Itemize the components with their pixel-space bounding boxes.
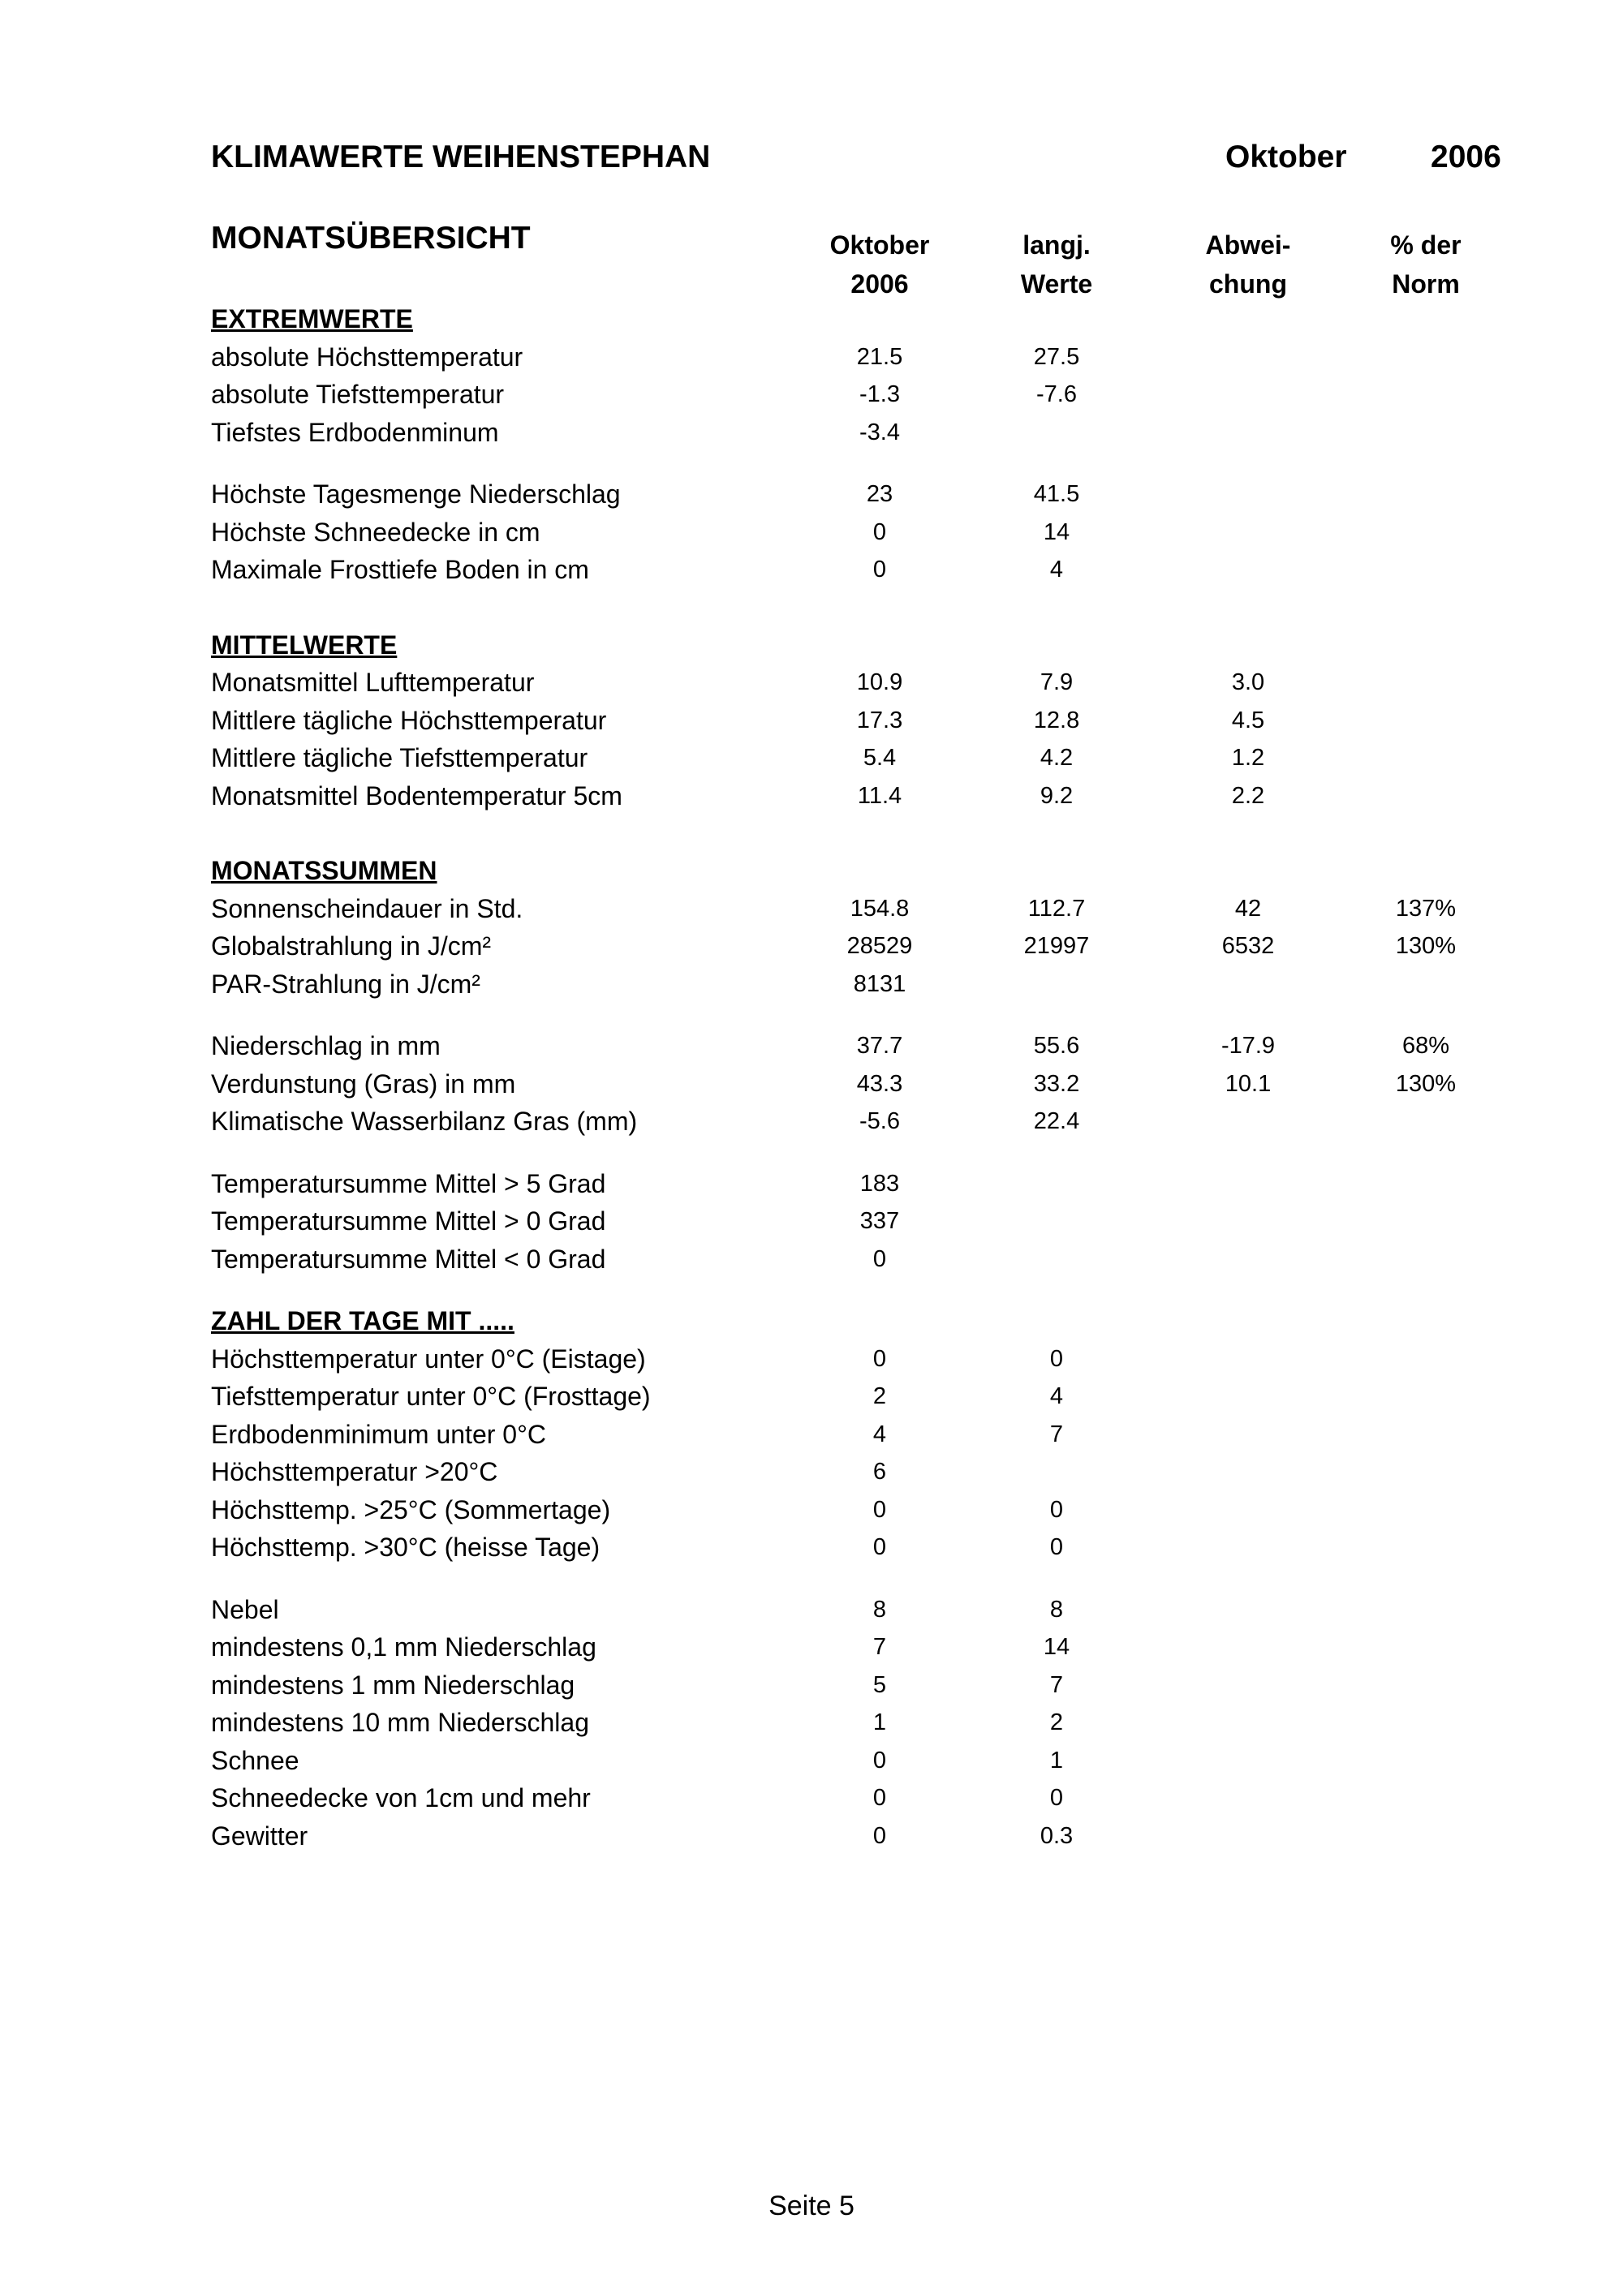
table-row (211, 338, 1509, 376)
row-label: Niederschlag in mm (211, 1031, 441, 1060)
row-label: Schnee (211, 1745, 299, 1775)
value-current: 0 (872, 1747, 887, 1774)
row-label: Maximale Frosttiefe Boden in cm (211, 555, 589, 584)
climate-table (211, 300, 1509, 1855)
row-label: absolute Tiefsttemperatur (211, 380, 505, 409)
value-current: 0 (872, 1345, 887, 1372)
row-label: Temperatursumme Mittel < 0 Grad (211, 1244, 606, 1274)
row-label: Höchsttemperatur >20°C (211, 1457, 498, 1486)
value-current: 21.5 (856, 343, 903, 370)
value-current: 1 (872, 1709, 887, 1735)
value-longterm: 0 (1049, 1785, 1064, 1811)
section-title-tage: ZAHL DER TAGE MIT ..... (211, 1306, 514, 1335)
table-row (211, 1628, 1509, 1666)
value-longterm: 0 (1049, 1534, 1064, 1560)
column-header-longterm (967, 226, 1146, 303)
table-row (211, 1591, 1509, 1629)
table-row (211, 702, 1509, 740)
value-percent-norm: 68% (1401, 1033, 1450, 1059)
value-current: 183 (859, 1170, 900, 1197)
value-current: 337 (859, 1208, 900, 1234)
table-row (211, 1529, 1509, 1567)
row-label: Temperatursumme Mittel > 0 Grad (211, 1206, 606, 1236)
column-header-line: Oktober (829, 230, 930, 260)
value-longterm: 1 (1049, 1747, 1064, 1774)
value-current: 0 (872, 1534, 887, 1560)
value-current: 8131 (853, 970, 906, 997)
value-longterm: 2 (1049, 1709, 1064, 1735)
value-longterm: 27.5 (1033, 343, 1080, 370)
value-longterm: 0 (1049, 1496, 1064, 1523)
page-number: Seite 5 (768, 2191, 855, 2221)
value-deviation: 42 (1234, 895, 1262, 922)
column-header-current (790, 226, 969, 303)
row-label: mindestens 10 mm Niederschlag (211, 1708, 589, 1737)
table-row (211, 1453, 1509, 1491)
value-current: 7 (872, 1634, 887, 1660)
value-deviation: 2.2 (1231, 782, 1265, 809)
table-row (211, 890, 1509, 928)
value-longterm: 7 (1049, 1671, 1064, 1698)
value-longterm: 22.4 (1033, 1108, 1080, 1134)
row-label: Höchste Schneedecke in cm (211, 517, 540, 547)
table-row (211, 927, 1509, 965)
row-label: Höchsttemperatur unter 0°C (Eistage) (211, 1344, 646, 1374)
table-row (211, 414, 1509, 452)
table-row (211, 1817, 1509, 1855)
table-row (211, 664, 1509, 702)
row-label: Sonnenscheindauer in Std. (211, 893, 523, 923)
row-label: Nebel (211, 1594, 279, 1624)
overview-header (211, 217, 1509, 307)
row-label: Mittlere tägliche Tiefsttemperatur (211, 743, 588, 772)
table-row (211, 1704, 1509, 1742)
value-longterm: 41.5 (1033, 481, 1080, 507)
table-row (211, 1202, 1509, 1240)
column-header-line: Norm (1392, 269, 1460, 299)
header-year: 2006 (1431, 140, 1501, 174)
value-current: 28529 (846, 933, 913, 959)
row-label: Monatsmittel Lufttemperatur (211, 668, 535, 697)
table-row (211, 1779, 1509, 1817)
value-current: 37.7 (856, 1033, 903, 1059)
value-percent-norm: 130% (1395, 1070, 1457, 1097)
value-longterm: -7.6 (1036, 381, 1077, 407)
table-row (211, 376, 1509, 414)
value-longterm: 7 (1049, 1421, 1064, 1447)
value-current: 0 (872, 1245, 887, 1272)
table-row (211, 1340, 1509, 1378)
value-current: 154.8 (850, 895, 910, 922)
value-longterm: 4 (1049, 557, 1064, 583)
row-label: absolute Höchsttemperatur (211, 342, 523, 372)
value-percent-norm: 130% (1395, 933, 1457, 959)
value-current: 0 (872, 1822, 887, 1849)
table-row (211, 1165, 1509, 1203)
table-row (211, 1491, 1509, 1529)
value-deviation: 6532 (1221, 933, 1275, 959)
page-header (211, 140, 1509, 188)
value-deviation: 4.5 (1231, 707, 1265, 733)
value-current: 0 (872, 1785, 887, 1811)
row-label: Monatsmittel Bodentemperatur 5cm (211, 780, 622, 810)
value-longterm: 14 (1043, 1634, 1070, 1660)
table-row (211, 1240, 1509, 1279)
row-label: Höchsttemp. >30°C (heisse Tage) (211, 1533, 601, 1562)
value-current: 23 (866, 481, 893, 507)
row-label: mindestens 0,1 mm Niederschlag (211, 1632, 596, 1662)
value-current: 2 (872, 1383, 887, 1409)
section-title-mittelwerte: MITTELWERTE (211, 630, 398, 660)
header-month: Oktober (1225, 140, 1347, 174)
row-label: Höchsttemp. >25°C (Sommertage) (211, 1494, 611, 1524)
value-current: 5.4 (863, 745, 897, 771)
value-current: 8 (872, 1596, 887, 1623)
table-row (211, 1416, 1509, 1454)
column-header-deviation (1159, 226, 1337, 303)
row-label: Schneedecke von 1cm und mehr (211, 1783, 591, 1812)
value-deviation: 3.0 (1231, 669, 1265, 695)
row-label: Erdbodenminimum unter 0°C (211, 1419, 546, 1449)
value-current: 4 (872, 1421, 887, 1447)
value-current: 0 (872, 1496, 887, 1523)
value-longterm: 9.2 (1040, 782, 1074, 809)
table-row (211, 739, 1509, 777)
value-current: 5 (872, 1671, 887, 1698)
value-current: 0 (872, 518, 887, 545)
value-percent-norm: 137% (1395, 895, 1457, 922)
value-longterm: 12.8 (1033, 707, 1080, 733)
value-longterm: 0.3 (1040, 1822, 1074, 1849)
column-header-percent-norm (1337, 226, 1515, 303)
value-longterm: 4 (1049, 1383, 1064, 1409)
value-longterm: 8 (1049, 1596, 1064, 1623)
value-current: 0 (872, 557, 887, 583)
value-current: 11.4 (857, 782, 902, 809)
value-longterm: 0 (1049, 1345, 1064, 1372)
value-longterm: 21997 (1023, 933, 1090, 959)
value-longterm: 14 (1043, 518, 1070, 545)
row-label: Gewitter (211, 1821, 308, 1851)
value-current: -1.3 (859, 381, 900, 407)
value-current: -3.4 (859, 419, 900, 445)
value-longterm: 7.9 (1040, 669, 1074, 695)
table-row (211, 1742, 1509, 1780)
table-row (211, 475, 1509, 514)
row-label: Klimatische Wasserbilanz Gras (mm) (211, 1107, 638, 1136)
value-longterm: 4.2 (1040, 745, 1074, 771)
value-current: 10.9 (856, 669, 903, 695)
row-label: Höchste Tagesmenge Niederschlag (211, 479, 621, 509)
table-row (211, 1103, 1509, 1141)
table-row (211, 551, 1509, 589)
column-header-line: chung (1209, 269, 1287, 299)
table-row (211, 514, 1509, 552)
value-longterm: 33.2 (1033, 1070, 1080, 1097)
value-longterm: 112.7 (1027, 895, 1086, 922)
table-row (211, 1065, 1509, 1103)
row-label: Verdunstung (Gras) in mm (211, 1068, 516, 1099)
value-deviation: 1.2 (1231, 745, 1265, 771)
value-current: -5.6 (859, 1108, 900, 1134)
value-deviation: -17.9 (1220, 1033, 1276, 1059)
value-current: 17.3 (856, 707, 903, 733)
table-row (211, 1666, 1509, 1705)
column-header-line: 2006 (850, 269, 909, 299)
table-row (211, 777, 1509, 815)
value-deviation: 10.1 (1225, 1070, 1272, 1097)
table-row (211, 1378, 1509, 1416)
row-label: Temperatursumme Mittel > 5 Grad (211, 1168, 606, 1198)
page-title: KLIMAWERTE WEIHENSTEPHAN (211, 140, 711, 174)
table-row (211, 965, 1509, 1004)
row-label: PAR-Strahlung in J/cm² (211, 969, 480, 999)
section-title-monatssummen: MONATSSUMMEN (211, 856, 437, 885)
column-header-line: Abwei- (1205, 230, 1291, 260)
row-label: mindestens 1 mm Niederschlag (211, 1670, 575, 1700)
column-header-line: langj. (1022, 230, 1091, 260)
value-current: 6 (872, 1459, 887, 1485)
value-longterm: 55.6 (1033, 1033, 1080, 1059)
overview-heading: MONATSÜBERSICHT (211, 221, 531, 256)
section-title-extremwerte: EXTREMWERTE (211, 304, 413, 333)
row-label: Tiefsttemperatur unter 0°C (Frosttage) (211, 1382, 651, 1411)
row-label: Globalstrahlung in J/cm² (211, 931, 492, 961)
column-header-line: Werte (1020, 269, 1093, 299)
column-header-line: % der (1390, 230, 1462, 260)
value-current: 43.3 (856, 1070, 903, 1097)
row-label: Tiefstes Erdbodenminum (211, 417, 499, 447)
row-label: Mittlere tägliche Höchsttemperatur (211, 705, 607, 735)
table-row (211, 1027, 1509, 1065)
